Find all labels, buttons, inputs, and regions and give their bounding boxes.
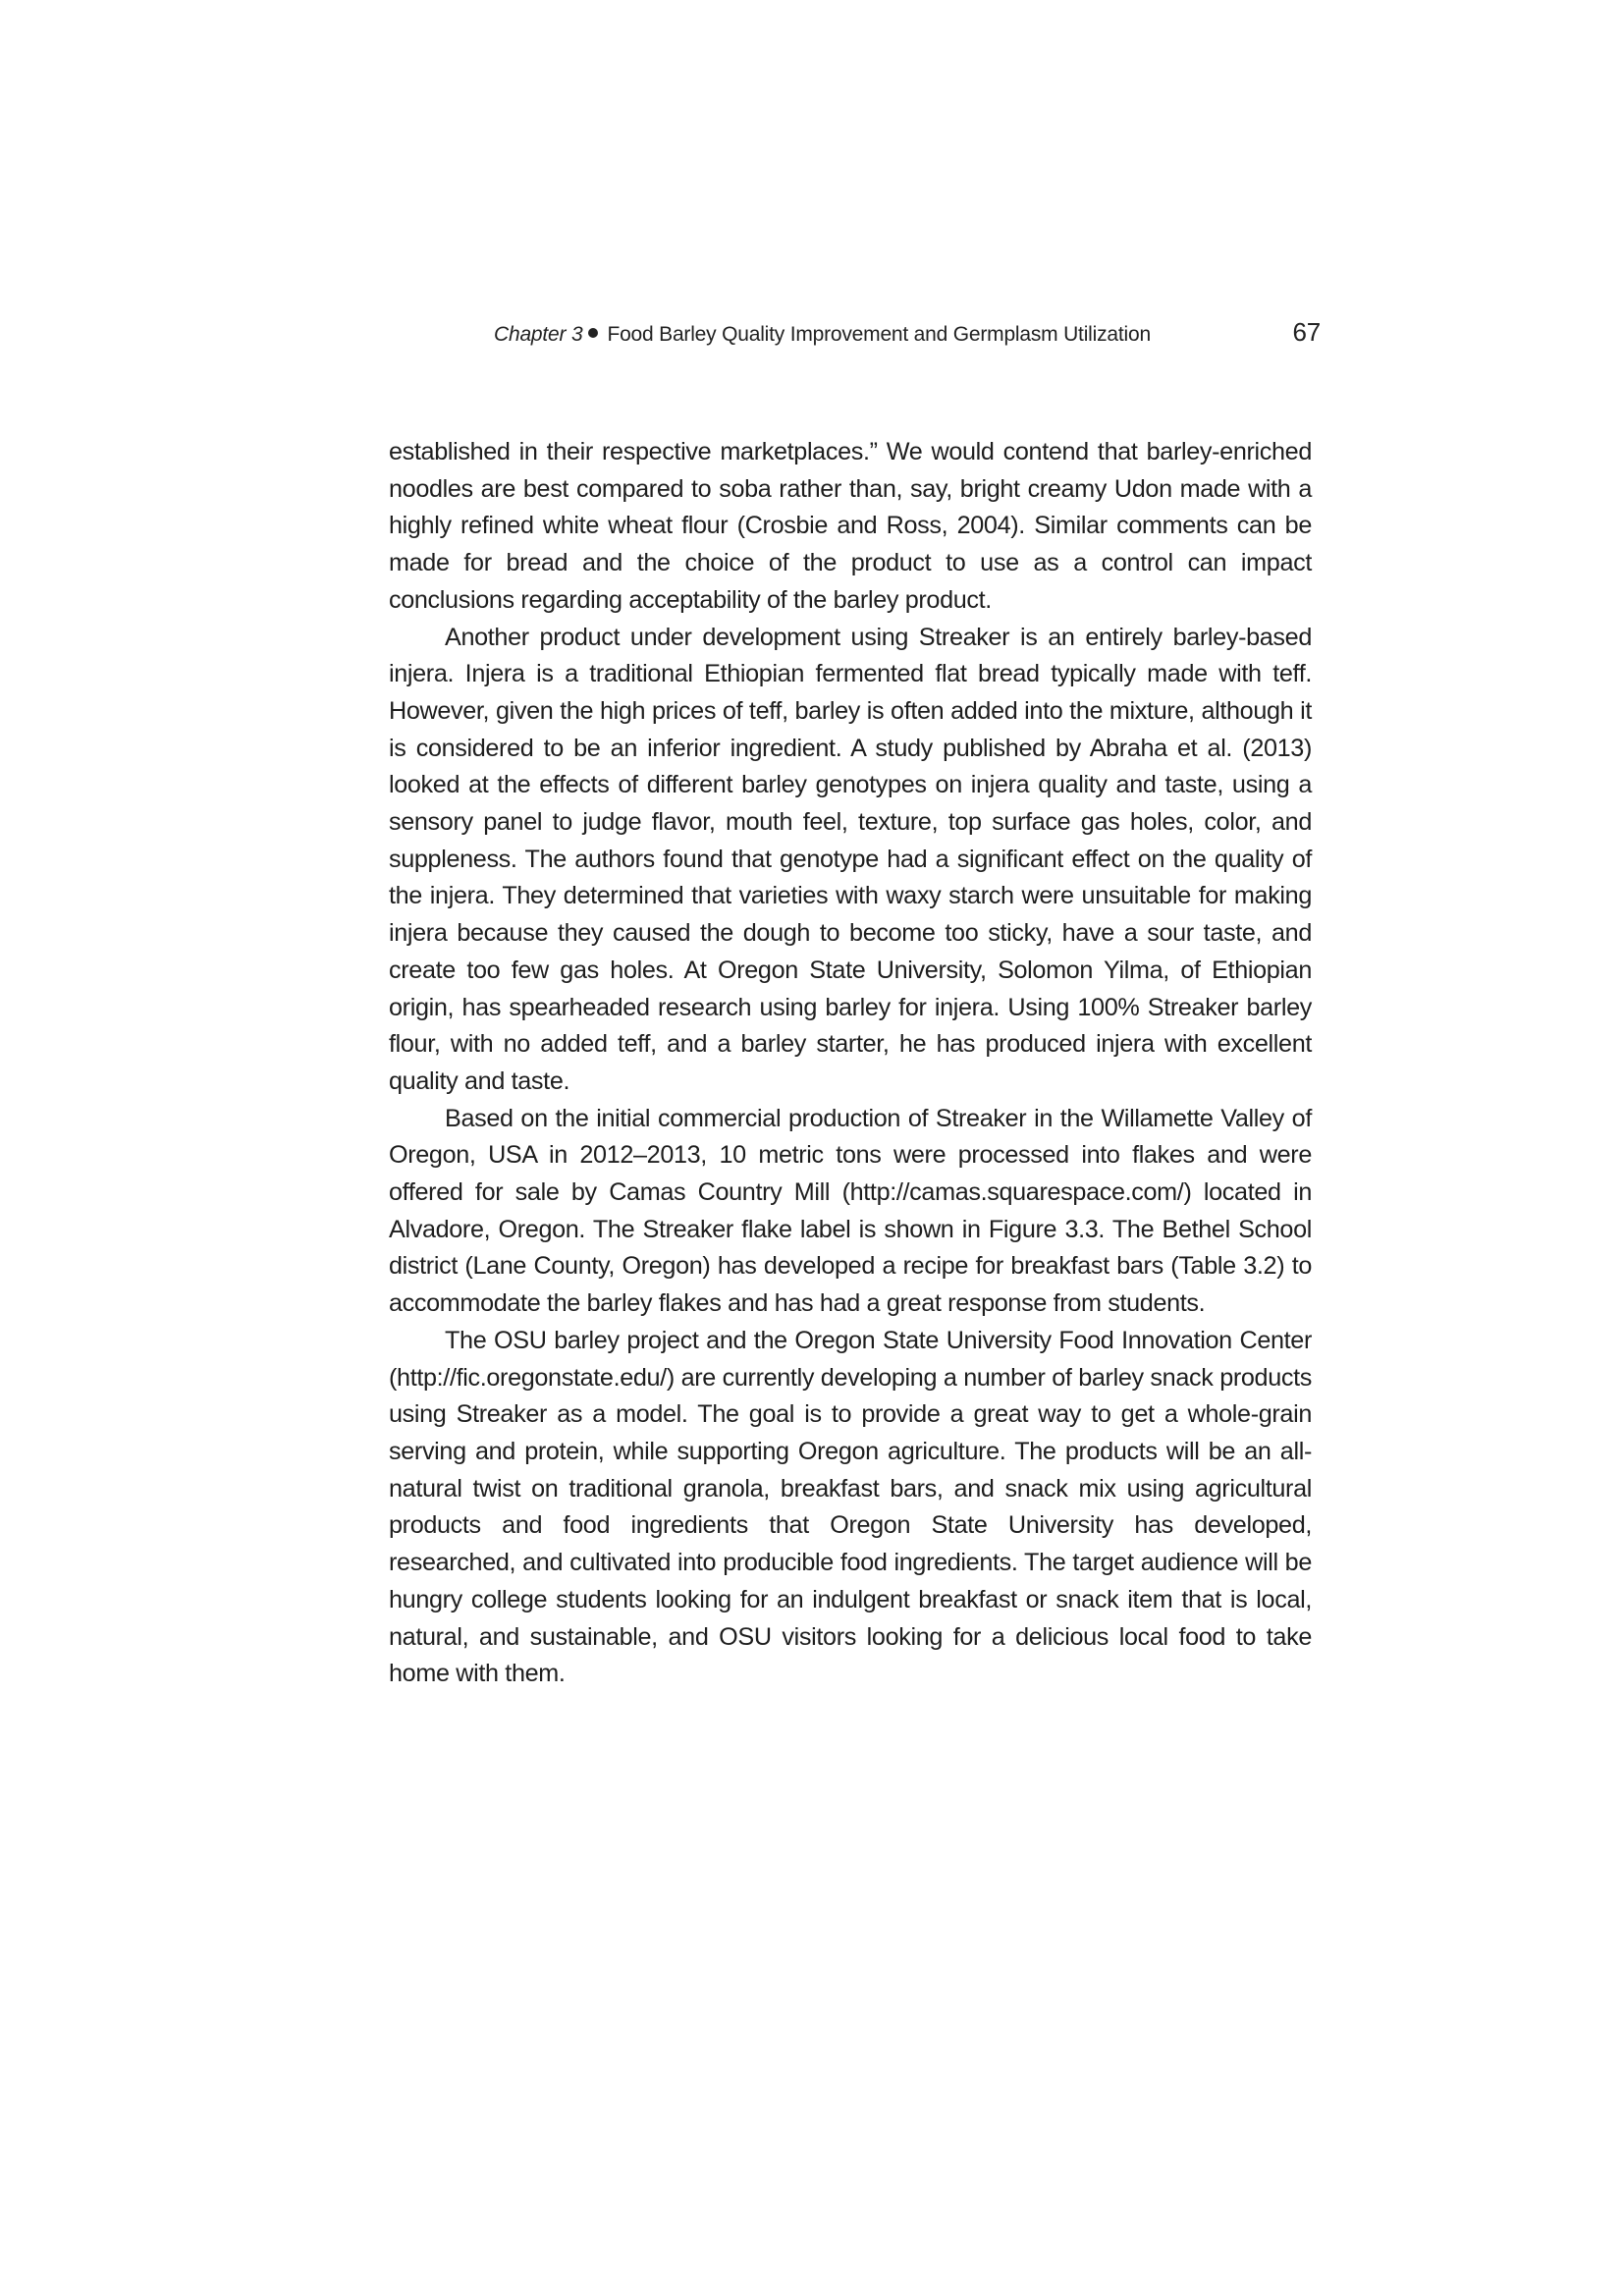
paragraph: The OSU barley project and the Oregon State University Food Innovation Center (http://fic.oregonstate.edu/) are currently developing a number of barley snack products using Streaker as a model. The goal is to provide a great way to get a whole-grain serving and protein, while supporting Oregon agriculture. The products will be an all-natural twist on traditional granola, breakfast bars, and snack mix using agricultural products and food ingredients that Oregon State University has developed, researched, and cultivated into producible food ingredients. The target audience will be hungry college students looking for an indulgent breakfast or snack item that is local, natural, and sustainable, and OSU visitors looking for a delicious local food to take home with them. [389, 1326, 1312, 1688]
paragraph: Another product under development using Streaker is an entirely barley-based injera. Injera is a traditional Ethiopian fermented flat bread typically made with teff. However, given the high prices of teff, barley is often added into the mixture, although it is considered to be an inferior ingredient. A study published by Abraha et al. (2013) looked at the effects of different barley genotypes on injera quality and taste, using a sensory panel to judge flavor, mouth feel, texture, top surface gas holes, color, and suppleness. The authors found that genotype had a significant effect on the quality of the injera. They determined that varieties with waxy starch were unsuitable for making injera because they caused the dough to become too sticky, have a sour taste, and create too few gas holes. At Oregon State University, Solomon Yilma, of Ethiopian origin, has spearheaded research using barley for injera. Using 100% Streaker barley flour, with no added teff, and a barley starter, he has produced injera with excellent quality and taste. [389, 623, 1312, 1095]
chapter-title: Food Barley Quality Improvement and Germplasm Utilization [607, 323, 1151, 346]
paragraph: established in their respective marketplaces.” We would contend that barley-enriched noodles are best compared to soba rather than, say, bright creamy Udon made with a highly refined white wheat flour (Crosbie and Ross, 2004). Similar comments can be made for bread and the choice of the product to use as a control can impact conclusions regarding acceptability of the barley product. [389, 438, 1312, 614]
page-number: 67 [1292, 317, 1321, 347]
paragraph: Based on the initial commercial production of Streaker in the Willamette Valley of Oregon, USA in 2012–2013, 10 metric tons were processed into flakes and were offered for sale by Camas Country Mill (http://camas.squarespace.com/) located in Alvadore, Oregon. The Streaker flake label is shown in Figure 3.3. The Bethel School district (Lane County, Oregon) has developed a recipe for breakfast bars (Table 3.2) to accommodate the barley flakes and has had a great response from students. [389, 1104, 1312, 1318]
chapter-label: Chapter 3 [494, 323, 583, 346]
bullet-icon [588, 328, 598, 338]
body-text [389, 434, 1312, 1693]
running-head [494, 317, 1321, 349]
